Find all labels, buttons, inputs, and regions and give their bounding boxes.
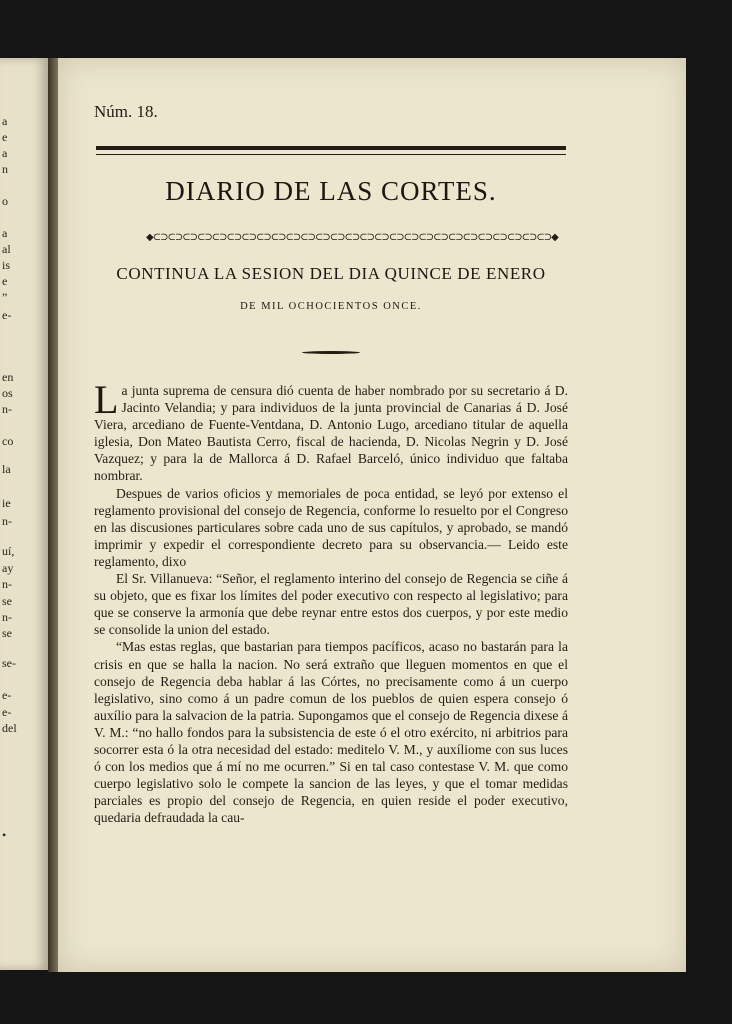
left-page-fragment: ie	[2, 496, 11, 510]
left-page-fragment: n-	[2, 610, 12, 624]
paragraph: Despues de varios oficios y memoriales de poca entidad, se leyó por extenso el reglamento provisional del consejo de Regencia, conforme lo resuelto por el Congreso en las discusiones particulares sobre cada uno de sus capítulos, y aprobado, se mandó imprimir y expedir el correspondiente decreto para su observancia.— Leido este reglamento, dixo	[94, 485, 568, 569]
left-page-fragment: a	[2, 114, 8, 128]
left-page-fragment: n-	[2, 514, 12, 528]
left-page-fragment: a	[2, 226, 8, 240]
left-page-fragment: ”	[2, 290, 8, 304]
article-body	[94, 377, 568, 826]
drop-cap: L	[94, 377, 119, 422]
page-title: DIARIO DE LAS CORTES.	[165, 176, 497, 206]
left-page-fragment: e	[2, 130, 8, 144]
left-page-fragment: is	[2, 258, 11, 272]
session-heading: CONTINUA LA SESION DEL DIA QUINCE DE ENERO	[116, 264, 546, 283]
left-page-fragment: o	[2, 194, 8, 208]
issue-number: Núm. 18.	[94, 102, 158, 121]
left-page-fragment: n-	[2, 402, 12, 416]
left-page-fragment: n-	[2, 577, 12, 591]
left-page-fragment: se	[2, 626, 12, 640]
left-page-fragment: del	[2, 721, 17, 735]
paragraph	[94, 377, 568, 485]
left-page-fragment: e-	[2, 705, 12, 719]
left-page-fragment: se	[2, 594, 12, 608]
header-rule-thick	[96, 146, 566, 150]
left-page-fragment: la	[2, 462, 11, 476]
left-page-fragment: uí,	[2, 544, 15, 558]
left-page-fragment: a	[2, 146, 8, 160]
left-page-fragment: ay	[2, 561, 14, 575]
paragraph: El Sr. Villanueva: “Señor, el reglamento interino del consejo de Regencia se ciñe á su objeto, que es fixar los límites del poder executivo con respecto al legislativo; para que se conserve la armonía que debe reynar entre estos dos cuerpos, y por este medio se consolide la union del estado.	[94, 571, 568, 638]
left-page-fragment: e	[2, 274, 8, 288]
left-page-fragment: os	[2, 386, 13, 400]
paragraph: “Mas estas reglas, que bastarian para tiempos pacíficos, acaso no bastarán para la crisis en que se halla la nacion. No será extraño que lleguen momentos en que el consejo de Regencia deba hablar á las Córtes, no precisamente como á un cuerpo legislativo, sino como á un padre comun de los pueblos de quien espera consejo ó auxílio para la salvacion de la patria. Supongamos que el consejo de Regencia dixese á V. M.: “no hallo fondos para la subsistencia de este ó el otro exército, ni arbitrios para socorrer esta ó la otra necesidad del estado: meditelo V. M., y auxíliome con sus luces ó con los medios que á mí no me ocurren.” Si en tal caso contestase V. M. que como cuerpo legislativo solo le compete la sancion de las leyes, y que el tomar medidas parciales es propio del consejo de Regencia, en quien reside el poder executivo, quedaria defraudada la cau-	[94, 639, 568, 826]
left-page-fragment: •	[2, 828, 7, 842]
left-page-fragment: n	[2, 162, 8, 176]
left-page-fragment: co	[2, 434, 14, 448]
left-page	[0, 58, 50, 970]
left-page-fragment: en	[2, 370, 14, 384]
left-page-fragment: al	[2, 242, 11, 256]
right-page	[58, 58, 686, 972]
left-page-fragment: se-	[2, 656, 16, 670]
header-rule-thin	[96, 154, 566, 155]
left-page-fragment: e-	[2, 688, 12, 702]
section-dash	[302, 351, 360, 354]
left-page-fragment: e-	[2, 308, 12, 322]
session-year: DE MIL OCHOCIENTOS ONCE.	[240, 301, 422, 312]
ornamental-divider: ◆⊂⊃⊂⊃⊂⊃⊂⊃⊂⊃⊂⊃⊂⊃⊂⊃⊂⊃⊂⊃⊂⊃⊂⊃⊂⊃⊂⊃⊂⊃⊂⊃⊂⊃⊂⊃⊂⊃⊂⊃⊂⊃⊂⊃⊂⊃⊂⊃⊂⊃⊂⊃⊂⊃◆	[146, 232, 558, 243]
paragraph-text: a junta suprema de censura dió cuenta de haber nombrado por su secretario á D. Jacinto Velandia; y para individuos de la junta provincial de Canarias á D. José Viera, arcediano de Fuente-Ventdana, D. Antonio Lugo, arcediano titular de aquella iglesia, Don Mateo Bautista Cerro, fiscal de hacienda, D. Nicolas Negrin y D. José Vazquez; y para la de Mallorca á D. Rafael Barceló, único individuo que faltaba nombrar.	[94, 383, 568, 484]
